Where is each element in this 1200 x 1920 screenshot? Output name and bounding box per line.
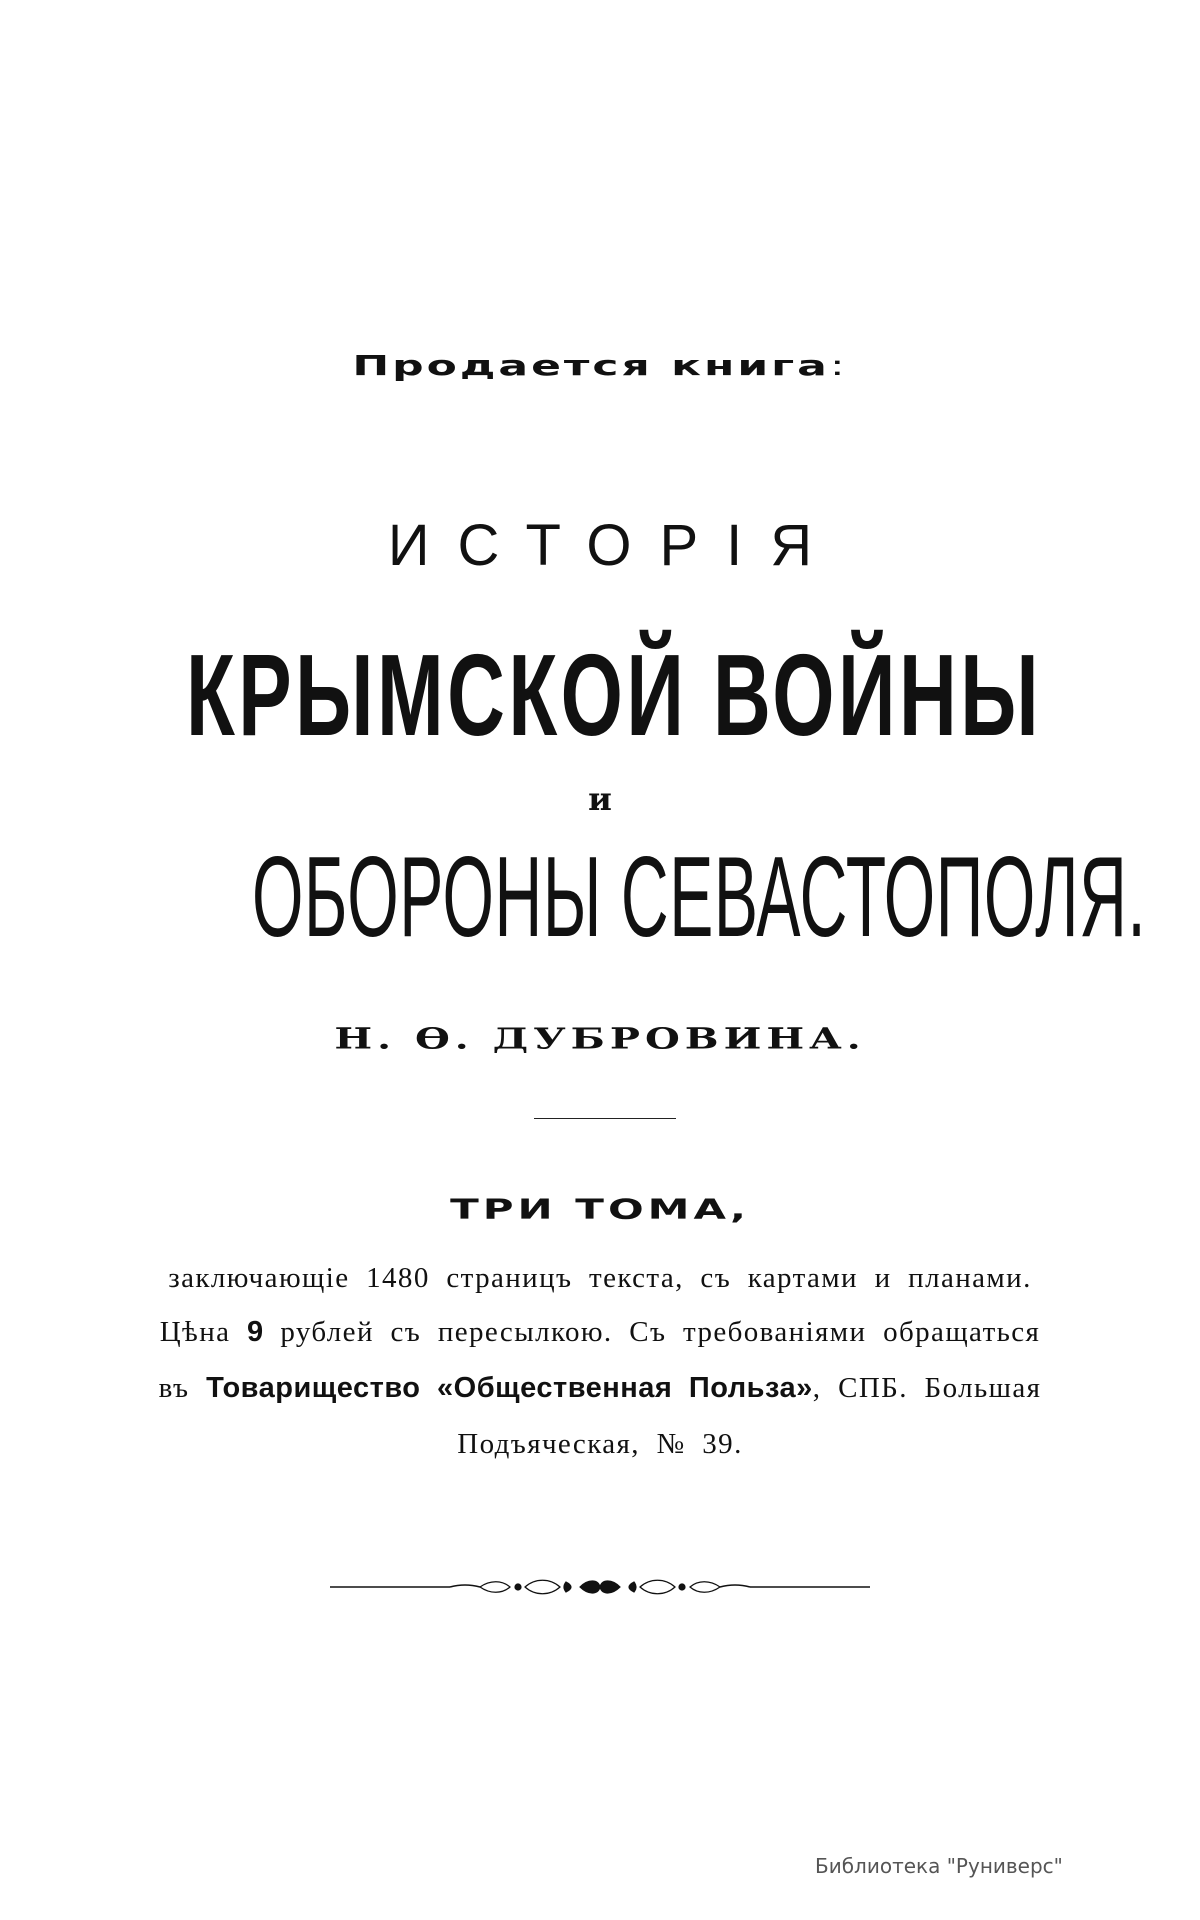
price-suffix: рублей съ пересылкою. Съ требованіями обращаться <box>263 1316 1041 1348</box>
title-line-2: ОБОРОНЫ СЕВАСТОПОЛЯ. <box>252 834 1147 961</box>
ornament-divider-icon <box>330 1572 870 1602</box>
price-value: 9 <box>247 1316 264 1348</box>
author-name: Н. Ѳ. ДУБРОВИНА. <box>334 1022 866 1056</box>
library-watermark: Библиотека "Руниверс" <box>815 1854 1063 1878</box>
title-line-1: КРЫМСКОЙ ВОЙНЫ <box>186 630 1043 760</box>
title-conjunction: и <box>588 780 612 818</box>
org-name: Товарищество «Общественная Польза» <box>206 1372 813 1404</box>
details-line-4: Подъяческая, № 39. <box>457 1428 743 1460</box>
details-line-1: заключающіе 1480 страницъ текста, съ картами и планами. <box>168 1262 1032 1294</box>
announcement-heading <box>0 350 1200 382</box>
price-prefix: Цѣна <box>159 1316 248 1348</box>
details-line-3 <box>0 1372 1200 1405</box>
short-divider <box>534 1118 676 1119</box>
details-line-2 <box>0 1316 1200 1349</box>
org-prefix: въ <box>158 1372 207 1404</box>
subtitle-history: ИСТОРІЯ <box>387 513 841 578</box>
volumes-heading: ТРИ ТОМА, <box>450 1193 750 1226</box>
announcement-colon: : <box>829 350 848 382</box>
org-suffix: , СПБ. Большая <box>812 1372 1042 1404</box>
announcement-text: Продается книга <box>352 350 830 382</box>
